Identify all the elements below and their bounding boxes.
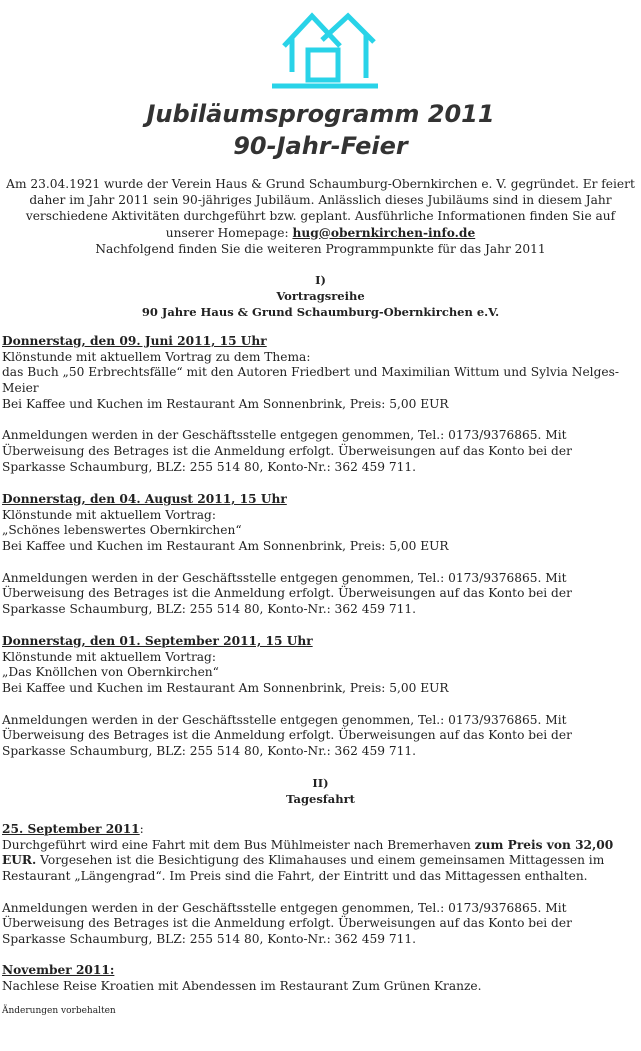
intro-text: Am 23.04.1921 wurde der Verein Haus & Grund Schaumburg-Obernkirchen e. V. gegründet. Er feiert daher im Jahr 2011 sein 90-jähriges Jubiläum. Anlässlich dieses Jubiläums sind in diesem Jahr verschiedene Aktivitäten durchgeführt bzw. geplant. Ausführliche Informationen finden Sie auf unserer Homepage: (6, 177, 635, 240)
event-1 (2, 334, 638, 475)
event-1-line3: Bei Kaffee und Kuchen im Restaurant Am Sonnenbrink, Preis: 5,00 EUR (2, 396, 449, 411)
event-3-line1: Klönstunde mit aktuellem Vortrag: (2, 649, 216, 664)
event-3-date: Donnerstag, den 01. September 2011, 15 Uhr (2, 634, 313, 648)
section-2-number: II) (312, 776, 329, 790)
homepage-link[interactable]: hug@obernkirchen-info.de (292, 225, 476, 240)
event-3-line2: „Das Knöllchen von Obernkirchen“ (2, 665, 219, 680)
section-1-subtitle: 90 Jahre Haus & Grund Schaumburg-Obernkirchen e.V. (141, 305, 500, 319)
trip-date: 25. September 2011 (2, 822, 140, 836)
page-subtitle: 90-Jahr-Feier (233, 132, 408, 160)
event-3-registration: Anmeldungen werden in der Geschäftsstelle entgegen genommen, Tel.: 0173/9376865. Mit Überweisung des Betrages ist die Anmeldung erfolgt. Überweisungen auf das Konto bei der Sparkasse Schaumburg, BLZ: 255 514 80, Konto-Nr.: 362 459 711. (2, 712, 572, 758)
section-2-title: Tagesfahrt (286, 792, 355, 806)
event-1-line2: das Buch „50 Erbrechtsfälle“ mit den Autoren Friedbert und Maximilian Wittum und Sylvia Nelges-Meier (2, 365, 619, 396)
section-1-number: I) (315, 273, 326, 287)
event-3 (2, 634, 638, 760)
event-1-date: Donnerstag, den 09. Juni 2011, 15 Uhr (2, 334, 267, 348)
november-date: November 2011: (2, 963, 115, 977)
trip-text-a: Durchgeführt wird eine Fahrt mit dem Bus Mühlmeister nach Bremerhaven (2, 837, 475, 852)
section-2-heading (0, 775, 641, 807)
section-1-heading (0, 272, 641, 320)
trip-price: zum Preis von 32,00 EUR. (2, 837, 614, 868)
event-2-line2: „Schönes lebenswertes Obernkirchen“ (2, 523, 242, 538)
event-2-line3: Bei Kaffee und Kuchen im Restaurant Am Sonnenbrink, Preis: 5,00 EUR (2, 539, 449, 554)
footer-note: Änderungen vorbehalten (2, 1006, 116, 1016)
event-3-line3: Bei Kaffee und Kuchen im Restaurant Am Sonnenbrink, Preis: 5,00 EUR (2, 681, 449, 696)
section-1-title: Vortragsreihe (276, 289, 365, 303)
house-logo-icon (270, 10, 380, 92)
trip-registration: Anmeldungen werden in der Geschäftsstelle entgegen genommen, Tel.: 0173/9376865. Mit Überweisung des Betrages ist die Anmeldung erfolgt. Überweisungen auf das Konto bei der Sparkasse Schaumburg, BLZ: 255 514 80, Konto-Nr.: 362 459 711. (2, 900, 572, 946)
event-1-registration: Anmeldungen werden in der Geschäftsstelle entgegen genommen, Tel.: 0173/9376865. Mit Überweisung des Betrages ist die Anmeldung erfolgt. Überweisungen auf das Konto bei der Sparkasse Schaumburg, BLZ: 255 514 80, Konto-Nr.: 362 459 711. (2, 428, 572, 474)
event-2-line1: Klönstunde mit aktuellem Vortrag: (2, 507, 216, 522)
intro-paragraph (4, 176, 637, 257)
event-2 (2, 492, 638, 618)
intro-followup: Nachfolgend finden Sie die weiteren Programmpunkte für das Jahr 2011 (95, 241, 546, 256)
trip-date-colon: : (139, 822, 144, 836)
trip-description (2, 838, 638, 885)
november-event (2, 963, 638, 994)
event-1-line1: Klönstunde mit aktuellem Vortrag zu dem Thema: (2, 349, 311, 364)
november-text: Nachlese Reise Kroatien mit Abendessen im Restaurant Zum Grünen Kranze. (2, 978, 482, 993)
trip-event (2, 822, 638, 948)
event-2-date: Donnerstag, den 04. August 2011, 15 Uhr (2, 492, 287, 506)
event-2-registration: Anmeldungen werden in der Geschäftsstelle entgegen genommen, Tel.: 0173/9376865. Mit Überweisung des Betrages ist die Anmeldung erfolgt. Überweisungen auf das Konto bei der Sparkasse Schaumburg, BLZ: 255 514 80, Konto-Nr.: 362 459 711. (2, 570, 572, 616)
page-title: Jubiläumsprogramm 2011 (146, 100, 495, 128)
trip-text-b: Vorgesehen ist die Besichtigung des Klimahauses und einem gemeinsamen Mittagessen im Restaurant „Längengrad“. Im Preis sind die Fahrt, der Eintritt und das Mittagessen enthalten. (2, 853, 605, 884)
